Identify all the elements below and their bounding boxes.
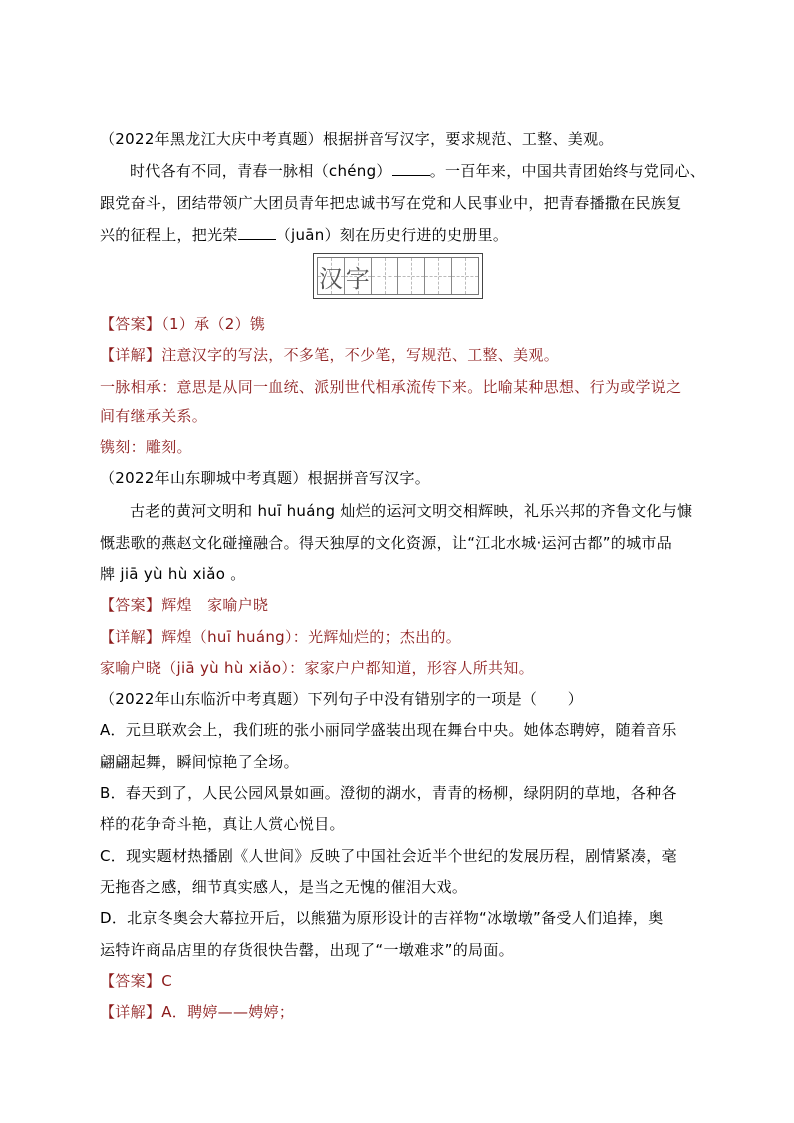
fill-blank [392, 161, 430, 176]
grid-char: 字 [345, 264, 370, 293]
q2-paragraph-line-1: 古老的黄河文明和 huī huáng 灿烂的运河文明交相辉映，礼乐兴邦的齐鲁文化与慷 [130, 502, 693, 520]
q3-answer [100, 971, 710, 991]
q3-option-b-line-1: B．春天到了，人民公园风景如画。澄彻的湖水，青青的杨柳，绿阴阴的草地，各种各 [100, 784, 677, 802]
q1-explain-line-3: 镌刻：雕刻。 [100, 438, 192, 456]
grid-cell [318, 258, 345, 294]
grid-char: 汉 [318, 264, 343, 293]
q3-option-d-line-1: D．北京冬奥会大幕拉开后，以熊猫为原形设计的吉祥物“冰墩墩”备受人们追捧，奥 [100, 909, 664, 927]
q1-paragraph-line-2: 跟党奋斗，团结带领广大团员青年把忠诚书写在党和人民事业中，把青春播撒在民族复 [100, 194, 682, 212]
answer-text: （1）承（2）镌 [161, 315, 266, 333]
detail-tag: 【详解】 [100, 346, 162, 364]
answer-tag: 【答案】 [100, 596, 162, 614]
q1-paragraph-line-1 [130, 161, 710, 181]
answer-text: 辉煌 家喻户晓 [161, 596, 269, 614]
grid-cell [452, 258, 478, 294]
fill-blank [238, 225, 276, 240]
q1-explain-line-2: 间有继承关系。 [100, 407, 208, 425]
q1-text-part: 时代各有不同，青春一脉相（chéng） [130, 162, 392, 180]
q2-source: （2022年山东聊城中考真题）根据拼音写汉字。 [100, 469, 431, 487]
q3-option-c-line-2: 无拖沓之感，细节真实感人，是当之无愧的催泪大戏。 [100, 878, 468, 896]
q3-option-d-line-2: 运特许商品店里的存货很快告罄，出现了“一墩难求”的局面。 [100, 941, 514, 959]
hanzi-practice-grid [313, 253, 483, 299]
q2-detail [100, 627, 710, 647]
detail-text: 辉煌（huī huáng）：光辉灿烂的；杰出的。 [161, 628, 462, 646]
q2-paragraph-line-2: 慨悲歌的燕赵文化碰撞融合。得天独厚的文化资源，让“江北水城·运河古都”的城市品 [100, 534, 673, 552]
q1-answer [100, 314, 710, 334]
q3-option-b-line-2: 样的花争奇斗艳，真让人赏心悦目。 [100, 815, 345, 833]
q1-paragraph-line-3 [100, 225, 710, 245]
q3-option-a-line-1: A．元旦联欢会上，我们班的张小丽同学盛装出现在舞台中央。她体态聘婷，随着音乐 [100, 721, 677, 739]
detail-text: 注意汉字的写法，不多笔，不少笔，写规范、工整、美观。 [161, 346, 560, 364]
detail-tag: 【详解】 [100, 628, 162, 646]
detail-tag: 【详解】 [100, 1003, 162, 1021]
q1-detail [100, 345, 710, 365]
q1-text-part: 。一百年来，中国共青团始终与党同心、 [429, 162, 706, 180]
q3-detail [100, 1002, 710, 1022]
q1-source: （2022年黑龙江大庆中考真题）根据拼音写汉字，要求规范、工整、美观。 [100, 130, 614, 148]
answer-tag: 【答案】 [100, 315, 162, 333]
grid-cell [425, 258, 452, 294]
q1-text-part: 兴的征程上，把光荣 [100, 226, 238, 244]
q3-option-c-line-1: C．现实题材热播剧《人世间》反映了中国社会近半个世纪的发展历程，剧情紧凑，毫 [100, 847, 677, 865]
grid-inner [317, 257, 479, 295]
grid-cell [345, 258, 372, 294]
answer-tag: 【答案】 [100, 972, 162, 990]
q3-source: （2022年山东临沂中考真题）下列句子中没有错别字的一项是（ ） [100, 690, 584, 708]
q2-answer [100, 595, 710, 615]
grid-cell [372, 258, 399, 294]
q2-paragraph-line-3: 牌 jiā yù hù xiǎo 。 [100, 565, 246, 583]
detail-text: A．聘婷——娉婷； [161, 1003, 295, 1021]
q1-explain-line-1: 一脉相承：意思是从同一血统、派别世代相承流传下来。比喻某种思想、行为或学说之 [100, 378, 682, 396]
q3-option-a-line-2: 翩翩起舞，瞬间惊艳了全场。 [100, 753, 299, 771]
answer-text: C [161, 972, 172, 990]
q2-explain-line-1: 家喻户晓（jiā yù hù xiǎo）：家家户户都知道，形容人所共知。 [100, 659, 534, 677]
grid-cell [398, 258, 425, 294]
q1-text-part: （juān）刻在历史行进的史册里。 [275, 226, 509, 244]
